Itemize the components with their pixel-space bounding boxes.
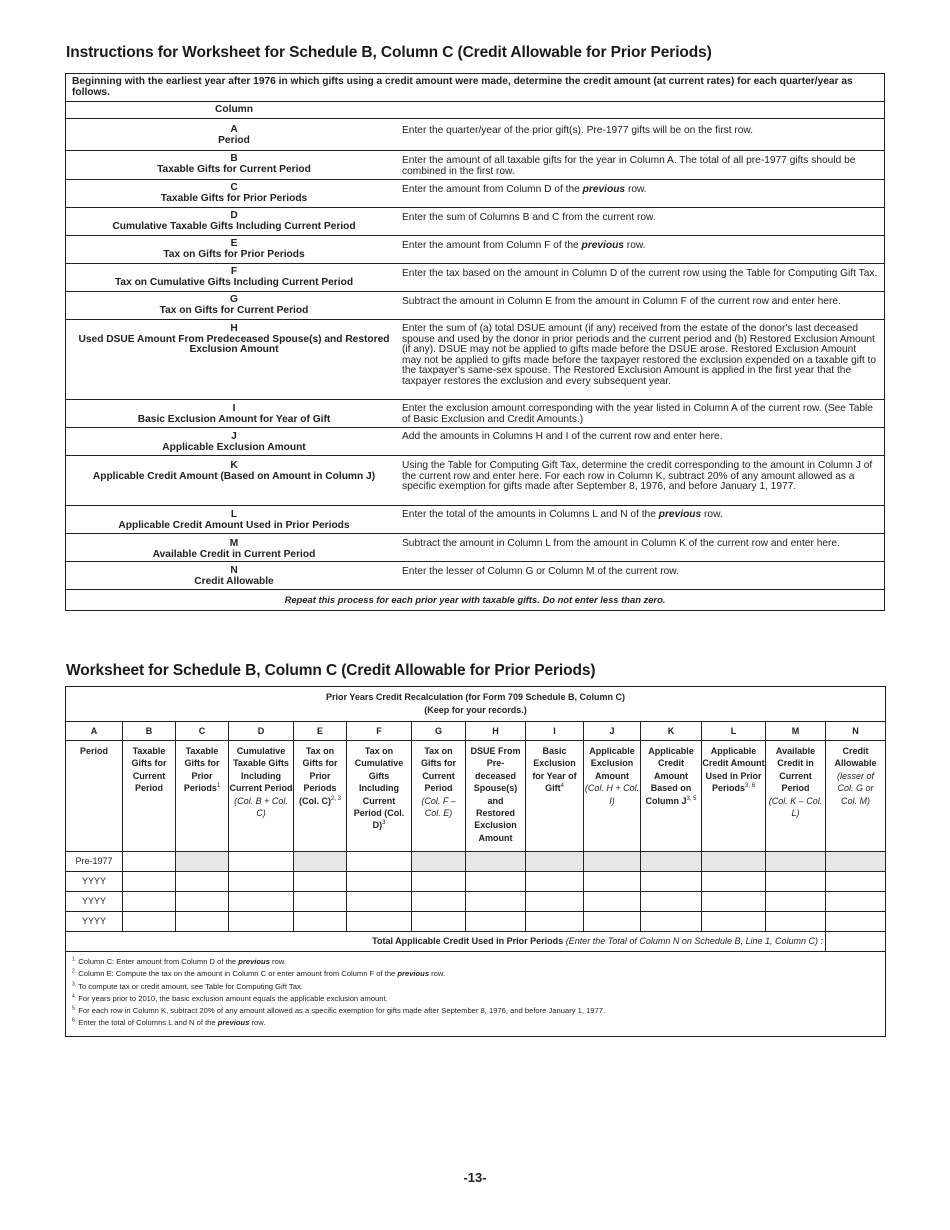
cell-i[interactable] bbox=[526, 892, 584, 912]
cell-m-shaded bbox=[766, 852, 826, 872]
cell-c-shaded bbox=[176, 852, 229, 872]
cell-c[interactable] bbox=[176, 912, 229, 932]
cell-d[interactable] bbox=[229, 912, 294, 932]
cell-k[interactable] bbox=[641, 872, 702, 892]
instruction-row-j: J Applicable Exclusion Amount Add the amounts in Columns H and I of the current row and enter here. bbox=[66, 428, 885, 456]
cell-j-shaded bbox=[584, 852, 641, 872]
total-credit-cell[interactable] bbox=[826, 932, 886, 952]
cell-j[interactable] bbox=[584, 872, 641, 892]
cell-n[interactable] bbox=[826, 912, 886, 932]
cell-j[interactable] bbox=[584, 912, 641, 932]
cell-g[interactable] bbox=[412, 872, 466, 892]
instructions-footer: Repeat this process for each prior year with taxable gifts. Do not enter less than zero. bbox=[66, 590, 885, 611]
cell-k-shaded bbox=[641, 852, 702, 872]
cell-i[interactable] bbox=[526, 872, 584, 892]
cell-e[interactable] bbox=[294, 892, 347, 912]
footnote-3: $^{3.}$ To compute tax or credit amount, see Table for Computing Gift Tax. bbox=[72, 981, 303, 991]
cell-e[interactable] bbox=[294, 872, 347, 892]
cell-l[interactable] bbox=[702, 912, 766, 932]
instruction-row-d: D Cumulative Taxable Gifts Including Current Period Enter the sum of Columns B and C from the current row. bbox=[66, 208, 885, 236]
worksheet-row-pre-1977 bbox=[66, 852, 886, 872]
footnote-4: $^{4.}$ For years prior to 2010, the basic exclusion amount equals the applicable exclusion amount. bbox=[72, 993, 388, 1003]
instruction-row-c: C Taxable Gifts for Prior Periods Enter the amount from Column D of the previous row. bbox=[66, 180, 885, 208]
cell-i-shaded bbox=[526, 852, 584, 872]
instruction-row-e: E Tax on Gifts for Prior Periods Enter the amount from Column F of the previous row. bbox=[66, 236, 885, 264]
footnote-2: $^{2.}$ Column E: Compute the tax on the amount in Column C or enter amount from Column F of the previous row. bbox=[72, 968, 446, 979]
instruction-row-a: A Period Enter the quarter/year of the prior gift(s). Pre-1977 gifts will be on the first row. bbox=[66, 119, 885, 151]
footnote-6: $^{6.}$ Enter the total of Columns L and N of the previous row. bbox=[72, 1017, 266, 1028]
cell-d[interactable] bbox=[229, 852, 294, 872]
worksheet-row bbox=[66, 912, 886, 932]
cell-f[interactable] bbox=[347, 852, 412, 872]
footnotes bbox=[66, 952, 886, 1037]
cell-b[interactable] bbox=[123, 852, 176, 872]
cell-n[interactable] bbox=[826, 892, 886, 912]
total-row bbox=[66, 932, 886, 952]
cell-i[interactable] bbox=[526, 912, 584, 932]
cell-k[interactable] bbox=[641, 912, 702, 932]
cell-f[interactable] bbox=[347, 872, 412, 892]
period-cell: YYYY bbox=[66, 912, 123, 932]
cell-e[interactable] bbox=[294, 912, 347, 932]
cell-l-shaded bbox=[702, 852, 766, 872]
instructions-title: Instructions for Worksheet for Schedule B, Column C (Credit Allowable for Prior Periods) bbox=[66, 44, 712, 61]
cell-j[interactable] bbox=[584, 892, 641, 912]
period-cell: YYYY bbox=[66, 872, 123, 892]
cell-c[interactable] bbox=[176, 892, 229, 912]
instruction-row-n: N Credit Allowable Enter the lesser of Column G or Column M of the current row. bbox=[66, 562, 885, 590]
instruction-row-h: H Used DSUE Amount From Predeceased Spouse(s) and Restored Exclusion Amount Enter the sum of (a) total DSUE amount (if any) received from the estate of the donor's last deceased spouse and used by the donor in prior periods and the current period and (b) Restored Exclusion Amount (if any). DSUE may not be applied to gifts made before the DSUE arose. Restored Exclusion Amount may not be applied to gifts made before the taxpayer restored the exclusion expended on a taxable gift to the taxpayer's same-sex spouse. The Restored Exclusion Amount is applied in the first year that the taxpayer restores the exclusion and every subsequent year. bbox=[66, 320, 885, 400]
instructions-intro: Beginning with the earliest year after 1976 in which gifts using a credit amount were made, determine the credit amount (at current rates) for each quarter/year as follows. bbox=[66, 74, 885, 102]
worksheet-row bbox=[66, 892, 886, 912]
cell-m[interactable] bbox=[766, 912, 826, 932]
worksheet-caption: Prior Years Credit Recalculation (for Form 709 Schedule B, Column C) (Keep for your records.) bbox=[66, 687, 886, 722]
total-label: Total Applicable Credit Used in Prior Periods (Enter the Total of Column N on Schedule B, Line 1, Column C) : bbox=[66, 932, 826, 952]
cell-m[interactable] bbox=[766, 892, 826, 912]
column-headings-row: Period Taxable Gifts for Current Period Taxable Gifts for Prior Periods$^1$ Cumulative Taxable Gifts Including Current Period (Col. B + Col. C) Tax on Gifts for Prior Periods (Col. C)$^{2, 3}$ Tax on Cumulative Gifts Including Current Period (Col. D)$^3$ Tax on Gifts for Current Period (Col. F – Col. E) DSUE From Pre-deceased Spouse(s) and Restored Exclusion Amount Basic Exclusion for Year of Gift$^4$ Applicable Exclusion Amount (Col. H + Col. I) Applicable Credit Amount Based on Column J$^{3, 5}$ Applicable Credit Amount Used in Prior Periods$^{3, 6}$ Available Credit in Current Period (Col. K – Col. L) Credit Allowable (lesser of Col. G or Col. M) bbox=[66, 741, 886, 852]
cell-n-shaded bbox=[826, 852, 886, 872]
instruction-row-i: I Basic Exclusion Amount for Year of Gift Enter the exclusion amount corresponding with the year listed in Column A of the current row. (See Table of Basic Exclusion and Credit Amounts.) bbox=[66, 400, 885, 428]
instruction-row-k: K Applicable Credit Amount (Based on Amount in Column J) Using the Table for Computing Gift Tax, determine the credit corresponding to the amount in Column J of the current row and enter here. For each row in Column K, subtract 20% of any amount allowed as a specific exemption for gifts made after September 8, 1976, and before January 1, 1977. bbox=[66, 456, 885, 506]
cell-e-shaded bbox=[294, 852, 347, 872]
cell-f[interactable] bbox=[347, 912, 412, 932]
cell-d[interactable] bbox=[229, 892, 294, 912]
period-cell: YYYY bbox=[66, 892, 123, 912]
cell-d[interactable] bbox=[229, 872, 294, 892]
instruction-row-b: B Taxable Gifts for Current Period Enter the amount of all taxable gifts for the year in Column A. The total of all pre-1977 gifts should be combined in the first row. bbox=[66, 151, 885, 180]
cell-g[interactable] bbox=[412, 892, 466, 912]
cell-h[interactable] bbox=[466, 892, 526, 912]
cell-l[interactable] bbox=[702, 892, 766, 912]
cell-h-shaded bbox=[466, 852, 526, 872]
footnote-5: $^{5.}$ For each row in Column K, subtract 20% of any amount allowed as a specific exemption for gifts made after September 8, 1976, and before January 1, 1977. bbox=[72, 1005, 606, 1016]
instruction-row-g: G Tax on Gifts for Current Period Subtract the amount in Column E from the amount in Column F of the current row and enter here. bbox=[66, 292, 885, 320]
instruction-row-f: F Tax on Cumulative Gifts Including Current Period Enter the tax based on the amount in Column D of the current row using the Table for Computing Gift Tax. bbox=[66, 264, 885, 292]
footnote-1: $^{1.}$ Column C: Enter amount from Column D of the previous row. bbox=[72, 956, 286, 966]
cell-m[interactable] bbox=[766, 872, 826, 892]
worksheet-table bbox=[65, 686, 886, 1037]
cell-l[interactable] bbox=[702, 872, 766, 892]
cell-g-shaded bbox=[412, 852, 466, 872]
cell-k[interactable] bbox=[641, 892, 702, 912]
instruction-row-l: L Applicable Credit Amount Used in Prior Periods Enter the total of the amounts in Columns L and N of the previous row. bbox=[66, 506, 885, 534]
column-header: Column bbox=[66, 102, 885, 119]
page-number: -13- bbox=[463, 1170, 487, 1185]
cell-b[interactable] bbox=[123, 912, 176, 932]
cell-g[interactable] bbox=[412, 912, 466, 932]
cell-b[interactable] bbox=[123, 872, 176, 892]
cell-h[interactable] bbox=[466, 912, 526, 932]
period-cell: Pre-1977 bbox=[66, 852, 123, 872]
instructions-table bbox=[65, 73, 885, 611]
cell-n[interactable] bbox=[826, 872, 886, 892]
cell-h[interactable] bbox=[466, 872, 526, 892]
instruction-row-m: M Available Credit in Current Period Subtract the amount in Column L from the amount in Column K of the current row and enter here. bbox=[66, 534, 885, 562]
column-letters-row: A B C D E F G H I J K L M N bbox=[66, 722, 886, 741]
worksheet-title: Worksheet for Schedule B, Column C (Credit Allowable for Prior Periods) bbox=[66, 662, 596, 679]
cell-b[interactable] bbox=[123, 892, 176, 912]
cell-f[interactable] bbox=[347, 892, 412, 912]
worksheet-row bbox=[66, 872, 886, 892]
cell-c[interactable] bbox=[176, 872, 229, 892]
